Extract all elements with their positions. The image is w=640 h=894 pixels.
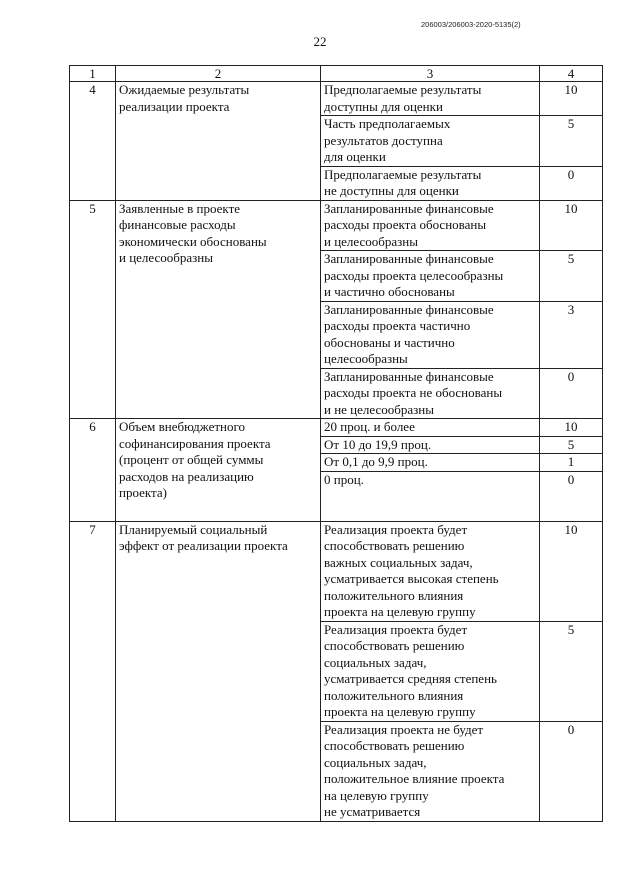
option-text: Запланированные финансовые расходы проекта целесообразны и частично обоснованы: [321, 251, 540, 302]
option-text: Предполагаемые результаты доступны для оценки: [321, 82, 540, 116]
page-number: 22: [313, 34, 327, 49]
option-text: От 0,1 до 9,9 проц.: [321, 454, 540, 472]
option-text: 0 проц.: [321, 471, 540, 521]
criterion-name: Объем внебюджетного софинансирования проекта (процент от общей суммы расходов на реализацию проекта): [116, 419, 321, 522]
table-row: [70, 521, 603, 621]
column-header: 3: [321, 66, 540, 82]
option-score: 5: [540, 436, 603, 454]
option-score: 5: [540, 251, 603, 302]
criteria-table: [69, 65, 603, 822]
option-score: 0: [540, 721, 603, 821]
criterion-name: Планируемый социальный эффект от реализации проекта: [116, 521, 321, 821]
table-row: [70, 200, 603, 251]
option-text: Реализация проекта будет способствовать решению социальных задач, усматривается средняя степень положительного влияния проекта на целевую группу: [321, 621, 540, 721]
option-text: От 10 до 19,9 проц.: [321, 436, 540, 454]
option-score: 1: [540, 454, 603, 472]
column-header: 2: [116, 66, 321, 82]
column-header: 4: [540, 66, 603, 82]
option-score: 0: [540, 368, 603, 419]
criterion-name: Ожидаемые результаты реализации проекта: [116, 82, 321, 201]
table-row: [70, 419, 603, 437]
option-text: Часть предполагаемых результатов доступна для оценки: [321, 116, 540, 167]
option-text: Реализация проекта не будет способствовать решению социальных задач, положительное влияние проекта на целевую группу не усматривается: [321, 721, 540, 821]
option-score: 10: [540, 419, 603, 437]
option-text: Запланированные финансовые расходы проекта обоснованы и целесообразны: [321, 200, 540, 251]
option-score: 0: [540, 166, 603, 200]
document-id: 206003/206003-2020-5135(2): [421, 20, 521, 29]
table-header-row: [70, 66, 603, 82]
criterion-number: 7: [70, 521, 116, 821]
option-text: Запланированные финансовые расходы проекта частично обоснованы и частично целесообразны: [321, 301, 540, 368]
option-score: 0: [540, 471, 603, 521]
option-score: 3: [540, 301, 603, 368]
option-text: 20 проц. и более: [321, 419, 540, 437]
option-text: Запланированные финансовые расходы проекта не обоснованы и не целесообразны: [321, 368, 540, 419]
option-score: 10: [540, 200, 603, 251]
option-score: 5: [540, 116, 603, 167]
option-score: 5: [540, 621, 603, 721]
option-text: Предполагаемые результаты не доступны для оценки: [321, 166, 540, 200]
criterion-number: 4: [70, 82, 116, 201]
criterion-name: Заявленные в проекте финансовые расходы экономически обоснованы и целесообразны: [116, 200, 321, 419]
criterion-number: 6: [70, 419, 116, 522]
option-score: 10: [540, 82, 603, 116]
option-score: 10: [540, 521, 603, 621]
criterion-number: 5: [70, 200, 116, 419]
table-row: [70, 82, 603, 116]
column-header: 1: [70, 66, 116, 82]
option-text: Реализация проекта будет способствовать решению важных социальных задач, усматривается высокая степень положительного влияния проекта на целевую группу: [321, 521, 540, 621]
